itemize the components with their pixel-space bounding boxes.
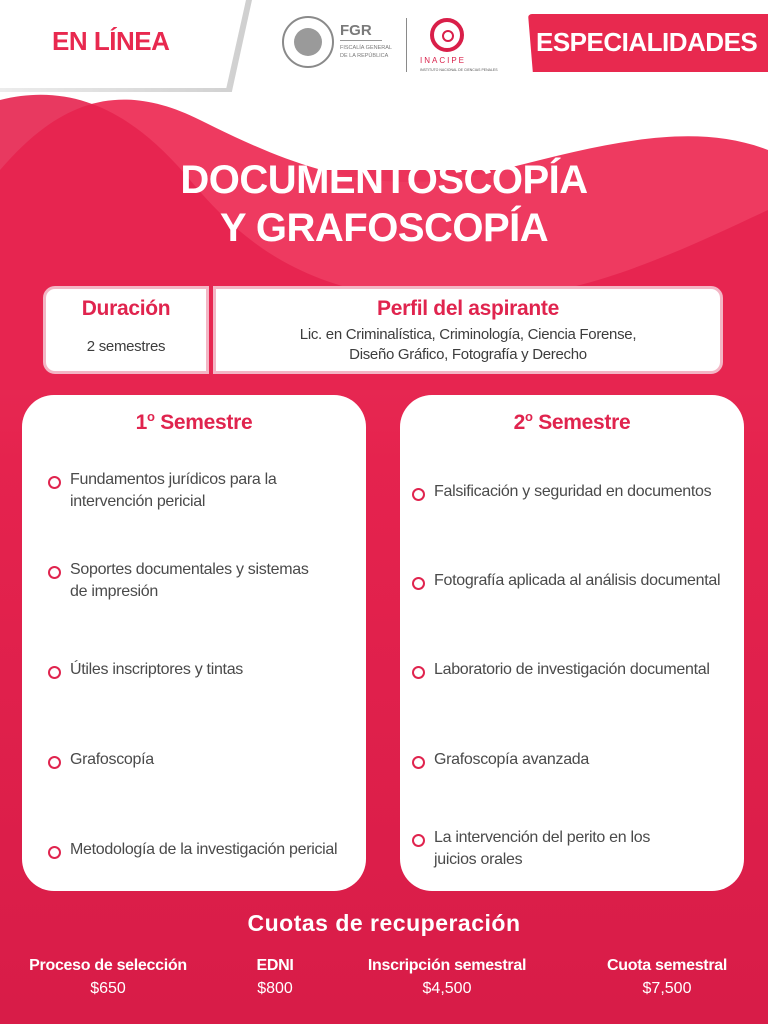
semester-1-card [22, 395, 366, 891]
circle-outline-icon [48, 476, 61, 489]
circle-outline-icon [48, 666, 61, 679]
inacipe-name: INACIPE [420, 56, 467, 65]
course-item: Metodología de la investigación pericial [46, 839, 358, 861]
fee-value: $4,500 [422, 980, 472, 997]
semester-2-card [400, 395, 744, 891]
fee-label: Inscripción semestral [367, 957, 527, 974]
logo-divider [406, 18, 407, 72]
course-item: Laboratorio de investigación documental [410, 659, 744, 681]
fee-item [352, 957, 542, 998]
fee-label: EDNI [256, 957, 294, 974]
fee-label: Cuota semestral [607, 957, 727, 974]
course-item: Grafoscopía avanzada [410, 749, 744, 771]
course-item: Falsificación y seguridad en documentos [410, 481, 744, 503]
fee-item [18, 957, 198, 998]
online-tag: EN LÍNEA [52, 26, 170, 56]
title-line-2: Y GRAFOSCOPÍA [219, 206, 549, 250]
national-seal-icon [282, 16, 334, 68]
semester-2-title: 2$^o$ Semestre [513, 409, 631, 434]
inacipe-ring-icon [430, 18, 464, 52]
profile-box [213, 286, 723, 374]
profile-line-2: Diseño Gráfico, Fotografía y Derecho [349, 346, 587, 363]
circle-outline-icon [412, 756, 425, 769]
circle-outline-icon [412, 666, 425, 679]
semester-1-title: 1$^o$ Semestre [135, 409, 253, 434]
fgr-name: FGR [340, 22, 372, 39]
fee-item [592, 957, 742, 998]
duration-value: 2 semestres [86, 338, 166, 355]
fee-value: $800 [257, 980, 293, 997]
profile-text [216, 325, 720, 365]
specialties-tag: ESPECIALIDADES [536, 27, 758, 57]
fee-value: $7,500 [642, 980, 692, 997]
fee-item [230, 957, 320, 998]
circle-outline-icon [412, 834, 425, 847]
course-item: Soportes documentales y sistemas de impresión [46, 559, 358, 603]
circle-outline-icon [48, 756, 61, 769]
profile-line-1: Lic. en Criminalística, Criminología, Ciencia Forense, [299, 326, 637, 343]
fee-value: $650 [90, 980, 126, 997]
page-title [0, 156, 768, 252]
title-line-1: DOCUMENTOSCOPÍA [180, 158, 588, 202]
circle-outline-icon [48, 566, 61, 579]
duration-box [43, 286, 209, 374]
profile-heading: Perfil del aspirante [377, 297, 559, 320]
circle-outline-icon [412, 488, 425, 501]
course-item: La intervención del perito en los juicios orales [410, 827, 744, 871]
inacipe-subtitle: INSTITUTO NACIONAL DE CIENCIAS PENALES [420, 68, 498, 72]
circle-outline-icon [48, 846, 61, 859]
course-item: Fundamentos jurídicos para la intervención pericial [46, 469, 358, 513]
fgr-subtitle: FISCALÍA GENERAL DE LA REPÚBLICA [340, 45, 392, 59]
circle-outline-icon [412, 577, 425, 590]
fee-label: Proceso de selección [29, 957, 187, 974]
institution-logos [282, 14, 498, 76]
duration-heading: Duración [81, 297, 171, 320]
course-item: Fotografía aplicada al análisis documental [410, 570, 744, 592]
fees-title: Cuotas de recuperación [247, 910, 521, 936]
course-item: Grafoscopía [46, 749, 358, 771]
fgr-logo [340, 22, 396, 70]
course-item: Útiles inscriptores y tintas [46, 659, 358, 681]
